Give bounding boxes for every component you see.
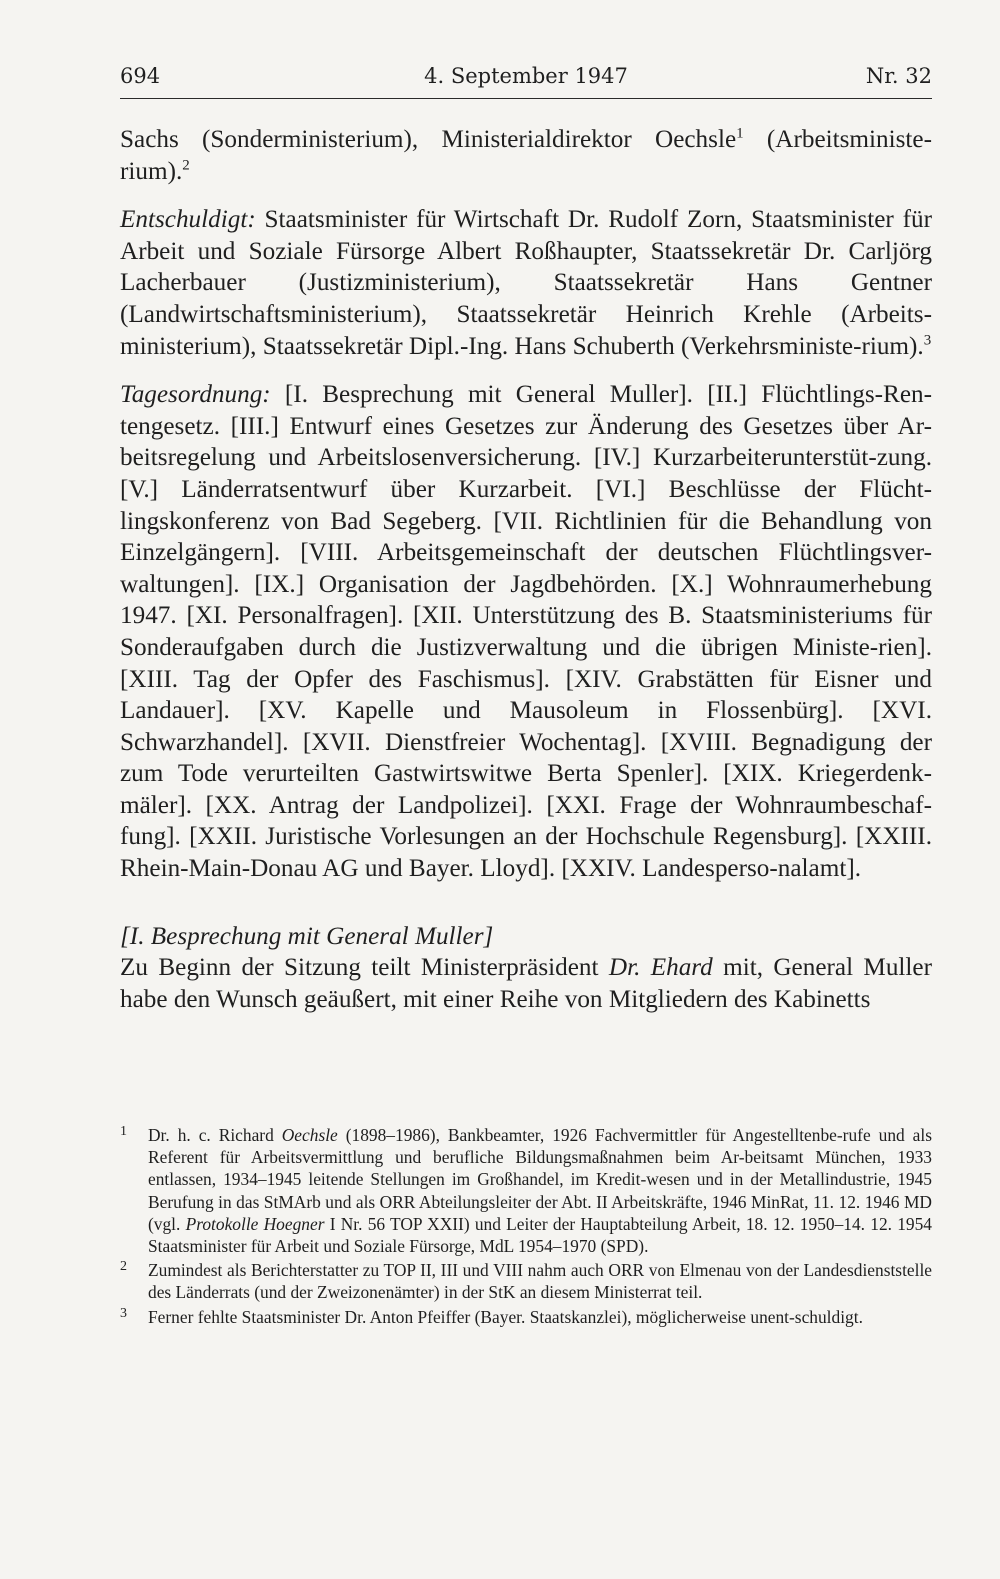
header-rule: [120, 98, 932, 99]
footnote-ref-1[interactable]: 1: [736, 125, 744, 142]
footnote-1: [120, 1124, 932, 1257]
footnote-text: I Nr. 56 TOP XXII) und Leiter der Hauptabteilung Arbeit, 18. 12. 1950–14. 12. 1954 Staatsminister für Arbeit und Soziale Fürsorge, MdL 1954–1970 (SPD).: [148, 1213, 932, 1257]
person-name: Dr. Ehard: [608, 954, 713, 982]
footnote-mark: 1: [120, 1124, 127, 1139]
attendance-text: Sachs (Sonderministerium), Ministerialdirektor Oechsle: [120, 126, 737, 153]
footnote-person: Oechsle: [281, 1125, 338, 1145]
page-number: 694: [120, 64, 161, 88]
agenda-text: [I. Besprechung mit General Muller]. [II.] Flüchtlings-Ren-tengesetz. [III.] Entwurf eines Gesetzes zur Änderung des Gesetzes über Ar-beitsregelung und Arbeitslosenversicherung. [IV.] Kurzarbeiterunterstüt-zung. [V.] Länderratsentwurf über Kurzarbeit. [VI.] Beschlüsse der Flücht-lingskonferenz von Bad Segeberg. [VII. Richtlinien für die Behandlung von Einzelgängern]. [VIII. Arbeitsgemeinschaft der deutschen Flüchtlingsver-waltungen]. [IX.] Organisation der Jagdbehörden. [X.] Wohnraumerhebung 1947. [XI. Personalfragen]. [XII. Unterstützung des B. Staatsministeriums für Sonderaufgaben durch die Justizverwaltung und die übrigen Ministe-rien]. [XIII. Tag der Opfer des Faschismus]. [XIV. Grabstätten für Eisner und Landauer]. [XV. Kapelle und Mausoleum in Flossenbürg]. [XVI. Schwarzhandel]. [XVII. Dienstfreier Wochentag]. [XVIII. Begnadigung der zum Tode verurteilten Gastwirtswitwe Berta Spenler]. [XIX. Kriegerdenk-mäler]. [XX. Antrag der Landpolizei]. [XXI. Frage der Wohnraumbeschaf-fung]. [XXII. Juristische Vorlesungen an der Hochschule Regensburg]. [XXIII. Rhein-Main-Donau AG und Bayer. Lloyd]. [XXIV. Landesperso-nalamt].: [120, 381, 932, 883]
attendance-continuation: [120, 124, 932, 187]
footnote-text: (1898–1986), Bankbeamter, 1926 Fachvermittler für Angestelltenbe-rufe und als Referent für Arbeitsvermittlung und berufliche Bildungsmaßnahmen beim Ar-beitsamt München, 1933 entlassen, 1934–1945 leitende Stellungen im Großhandel, im Kredit-wesen und in der Metallindustrie, 1945 Berufung in das StMArb und als ORR Abteilungsleiter der Abt. II Arbeitskräfte, 1946 MinRat, 11. 12. 1946 MD (vgl.: [148, 1125, 932, 1234]
footnote-text: Dr. h. c. Richard: [148, 1125, 282, 1145]
issue-number: Nr. 32: [865, 64, 932, 88]
footnotes: [120, 1124, 932, 1330]
footnote-3: [120, 1306, 932, 1328]
attendance-text-rest: (Arbeitsministe-rium).: [120, 126, 932, 185]
section-text-after: mit, General Muller habe den Wunsch geäußert, mit einer Reihe von Mitgliedern des Kabinetts: [120, 954, 932, 1013]
footnote-mark: 2: [120, 1259, 127, 1275]
footnote-2: [120, 1259, 932, 1303]
running-header: [120, 62, 932, 94]
document-page: [120, 62, 932, 1542]
excused-label: Entschuldigt:: [120, 206, 256, 234]
agenda-label: Tagesordnung:: [120, 381, 271, 409]
agenda-paragraph: [120, 379, 932, 885]
section-heading: [I. Besprechung mit General Muller]: [120, 922, 494, 950]
footnote-ref-3[interactable]: 3: [923, 332, 932, 349]
footnote-text: Ferner fehlte Staatsminister Dr. Anton Pfeiffer (Bayer. Staatskanzlei), möglicherweise unent-schuldigt.: [148, 1306, 863, 1327]
section-text-before: Zu Beginn der Sitzung teilt Ministerpräsident: [120, 954, 609, 982]
footnote-ref-2[interactable]: 2: [182, 157, 190, 174]
header-date: 4. September 1947: [424, 64, 628, 88]
footnote-mark: 3: [120, 1305, 127, 1321]
footnote-citation: Protokolle Hoegner: [185, 1213, 325, 1234]
main-text: [120, 124, 932, 1015]
footnote-text: Zumindest als Berichterstatter zu TOP II, III und VIII nahm auch ORR von Elmenau von der Landesdienststelle des Länderrats (und der Zweizonenämter) in der StK an diesem Ministerrat teil.: [148, 1260, 932, 1303]
section-paragraph: [120, 952, 932, 1015]
excused-paragraph: [120, 204, 932, 362]
excused-text: Staatsminister für Wirtschaft Dr. Rudolf Zorn, Staatsminister für Arbeit und Soziale Fürsorge Albert Roßhaupter, Staatssekretär Dr. Carljörg Lacherbauer (Justizministerium), Staatssekretär Hans Gentner (Landwirtschaftsministerium), Staatssekretär Heinrich Krehle (Arbeits-ministerium), Staatssekretär Dipl.-Ing. Hans Schuberth (Verkehrsministe-rium).: [120, 206, 932, 360]
